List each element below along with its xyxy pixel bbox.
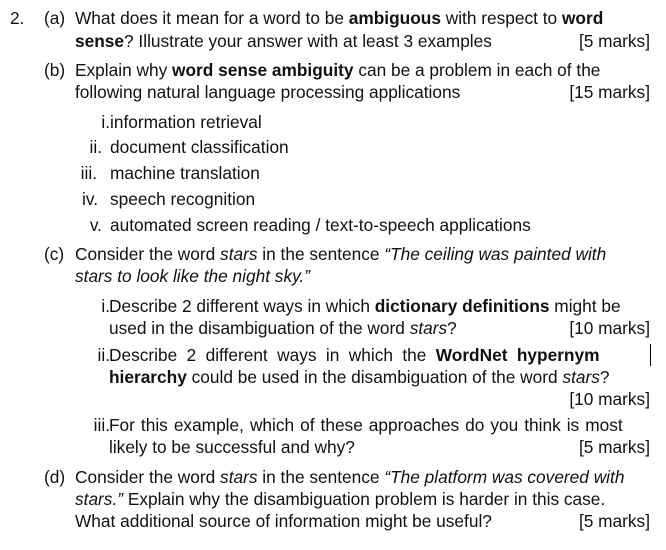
list-item-number: ii. bbox=[89, 137, 102, 157]
part-a-text: ? Illustrate your answer with at least 3 examples bbox=[124, 31, 492, 51]
term-dictionary-definitions: dictionary definitions bbox=[374, 296, 550, 316]
part-b-marks: [15 marks] bbox=[569, 82, 650, 102]
sub-number-text: ii. bbox=[97, 345, 110, 365]
term-stars: stars bbox=[220, 244, 258, 264]
part-c-text: Consider the word bbox=[75, 244, 221, 264]
sub-iii-marks: [5 marks] bbox=[578, 437, 650, 457]
part-d-text: Explain why the disambiguation problem is harder in this case. bbox=[123, 489, 606, 509]
sub-number-text: iii. bbox=[93, 415, 110, 435]
sub-text: Describe 2 different ways in which bbox=[109, 296, 375, 316]
sub-text: ? bbox=[447, 318, 457, 338]
list-item-number: iii. bbox=[80, 163, 97, 183]
example-sentence: “The ceiling was painted with bbox=[384, 244, 607, 264]
part-b-line2: following natural language processing applications bbox=[75, 82, 461, 102]
example-sentence: “The platform was covered with bbox=[384, 467, 625, 487]
list-item-text: information retrieval bbox=[110, 112, 262, 132]
sub-ii-line2 bbox=[109, 366, 610, 388]
part-d-text: in the sentence bbox=[257, 467, 385, 487]
part-a-line2 bbox=[75, 30, 492, 52]
question-number: 2. bbox=[10, 8, 25, 28]
sub-text: might be bbox=[549, 296, 621, 316]
part-d-line3: What additional source of information might be useful? bbox=[75, 511, 492, 531]
list-item-number: v. bbox=[89, 215, 102, 235]
part-a-marks: [5 marks] bbox=[578, 31, 650, 51]
example-sentence-end: stars.” bbox=[75, 489, 124, 509]
part-d-line2 bbox=[75, 488, 605, 510]
list-item-text: automated screen reading / text-to-speech applications bbox=[110, 215, 531, 235]
term-stars: stars bbox=[220, 467, 258, 487]
part-a-text: with respect to bbox=[440, 8, 562, 28]
sub-text: used in the disambiguation of the word bbox=[109, 318, 410, 338]
part-a-label: (a) bbox=[44, 8, 66, 28]
sub-iii-line1: For this example, which of these approaches do you think is most bbox=[109, 415, 623, 435]
part-d-label: (d) bbox=[44, 467, 66, 487]
part-d-line1 bbox=[75, 466, 624, 488]
part-b-text: Explain why bbox=[75, 60, 173, 80]
list-item-number: i. bbox=[101, 112, 110, 132]
part-d-text: Consider the word bbox=[75, 467, 221, 487]
part-c-label: (c) bbox=[44, 244, 65, 264]
sub-text: ? bbox=[599, 367, 610, 387]
sub-i-marks: [10 marks] bbox=[569, 318, 650, 338]
list-item-number: iv. bbox=[82, 189, 98, 209]
term-ambiguous: ambiguous bbox=[348, 8, 441, 28]
part-a-text: What does it mean for a word to be bbox=[75, 8, 349, 28]
list-item-text: speech recognition bbox=[110, 189, 256, 209]
part-c-line2: stars to look like the night sky.” bbox=[75, 266, 310, 286]
text-cursor bbox=[650, 344, 651, 366]
sub-iii-line2: likely to be successful and why? bbox=[109, 437, 355, 457]
list-item-text: machine translation bbox=[110, 163, 260, 183]
term-word: word bbox=[561, 8, 604, 28]
part-c-line1 bbox=[75, 243, 606, 265]
term-hierarchy: hierarchy bbox=[109, 367, 187, 387]
term-sense: sense bbox=[75, 31, 125, 51]
sub-text: could be used in the disambiguation of the word bbox=[186, 367, 563, 387]
sub-i-line1 bbox=[109, 295, 621, 317]
term-wordnet-hypernym: WordNet hypernym bbox=[435, 345, 600, 365]
part-b-line1 bbox=[75, 59, 600, 81]
part-b-label: (b) bbox=[44, 60, 66, 80]
list-item-text: document classification bbox=[110, 137, 289, 157]
term-stars: stars bbox=[562, 367, 600, 387]
sub-i-line2 bbox=[109, 317, 457, 339]
part-b-text: can be a problem in each of the bbox=[353, 60, 601, 80]
term-word-sense-ambiguity: word sense ambiguity bbox=[172, 60, 354, 80]
part-d-marks: [5 marks] bbox=[578, 511, 650, 531]
sub-ii-marks: [10 marks] bbox=[569, 389, 650, 409]
part-c-text: in the sentence bbox=[257, 244, 385, 264]
sub-ii-line1 bbox=[109, 344, 599, 366]
sub-text: Describe 2 different ways in which the bbox=[109, 345, 436, 365]
sub-number-text: i. bbox=[101, 296, 110, 316]
part-a-line1 bbox=[75, 7, 603, 29]
term-stars: stars bbox=[409, 318, 448, 338]
